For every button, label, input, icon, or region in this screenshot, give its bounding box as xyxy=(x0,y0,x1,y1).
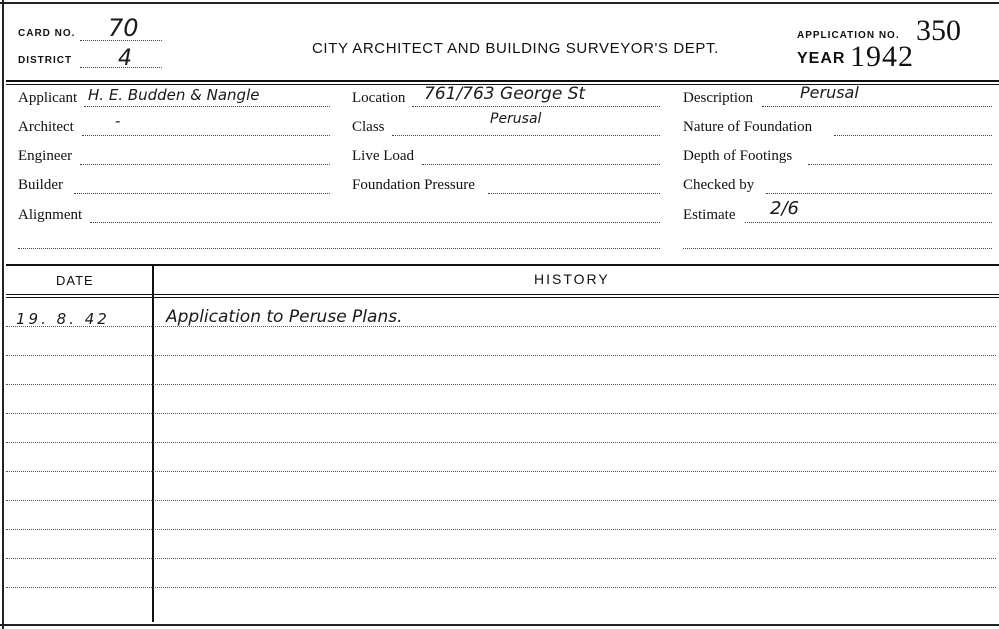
ruled-line xyxy=(6,558,996,559)
location-value: 761/763 George St xyxy=(424,84,586,104)
builder-dots xyxy=(74,193,330,194)
top-border xyxy=(0,2,999,4)
estimate-dots xyxy=(745,222,992,223)
bottom-border xyxy=(0,624,999,626)
engineer-dots xyxy=(80,164,330,165)
history-header-rule-2 xyxy=(6,297,999,298)
ruled-line xyxy=(6,355,996,356)
location-dots xyxy=(412,106,660,107)
ruled-line xyxy=(6,442,996,443)
alignment-dots xyxy=(90,222,660,223)
history-top-rule xyxy=(6,264,999,266)
card-no-value: 70 xyxy=(108,14,139,42)
architect-value: - xyxy=(115,112,121,130)
district-value: 4 xyxy=(118,46,132,71)
nature-of-foundation-dots xyxy=(834,135,992,136)
estimate-label: Estimate xyxy=(683,207,736,223)
year-label: YEAR xyxy=(797,50,846,67)
ruled-line xyxy=(6,500,996,501)
applicant-dots xyxy=(84,106,330,107)
architect-dots xyxy=(82,135,330,136)
engineer-label: Engineer xyxy=(18,148,73,164)
description-dots xyxy=(762,106,992,107)
foundation-pressure-dots xyxy=(488,193,660,194)
history-header-rule-1 xyxy=(6,294,999,295)
ruled-line xyxy=(6,529,996,530)
year-value: 1942 xyxy=(850,40,914,73)
class-dots xyxy=(392,135,660,136)
location-label: Location xyxy=(352,90,406,106)
history-entry-date: 19. 8. 42 xyxy=(16,310,110,328)
architect-label: Architect xyxy=(18,119,74,135)
history-column-header: HISTORY xyxy=(534,271,610,287)
history-divider xyxy=(152,266,154,622)
ruled-line xyxy=(6,413,996,414)
checked-by-label: Checked by xyxy=(683,177,755,193)
depth-of-footings-dots xyxy=(808,164,992,165)
card-no-label: CARD NO. xyxy=(18,28,76,39)
applicant-label: Applicant xyxy=(18,90,78,106)
date-column-header: DATE xyxy=(56,273,94,288)
applicant-value: H. E. Budden & Nangle xyxy=(88,86,260,104)
district-label: DISTRICT xyxy=(18,55,73,66)
department-title: CITY ARCHITECT AND BUILDING SURVEYOR'S DEPT. xyxy=(312,40,719,57)
alignment-label: Alignment xyxy=(18,207,83,223)
live-load-label: Live Load xyxy=(352,148,415,164)
application-no-label: APPLICATION NO. xyxy=(797,30,900,41)
live-load-dots xyxy=(422,164,660,165)
estimate-value: 2/6 xyxy=(770,198,799,219)
estimate-dots-2 xyxy=(683,248,992,249)
foundation-pressure-label: Foundation Pressure xyxy=(352,177,475,193)
application-no-value: 350 xyxy=(916,14,961,47)
class-value: Perusal xyxy=(490,111,542,127)
description-label: Description xyxy=(683,90,753,106)
ruled-line xyxy=(6,471,996,472)
ruled-line xyxy=(6,326,996,327)
ruled-line xyxy=(6,384,996,385)
nature-of-foundation-label: Nature of Foundation xyxy=(683,119,813,135)
ruled-line xyxy=(6,587,996,588)
left-border xyxy=(2,0,4,629)
class-label: Class xyxy=(352,119,385,135)
description-value: Perusal xyxy=(800,83,859,102)
header-rule-1 xyxy=(6,80,999,82)
checked-by-dots xyxy=(766,193,992,194)
builder-label: Builder xyxy=(18,177,63,193)
history-entry-text: Application to Peruse Plans. xyxy=(166,307,403,327)
alignment-dots-2 xyxy=(18,248,660,249)
depth-of-footings-label: Depth of Footings xyxy=(683,148,793,164)
